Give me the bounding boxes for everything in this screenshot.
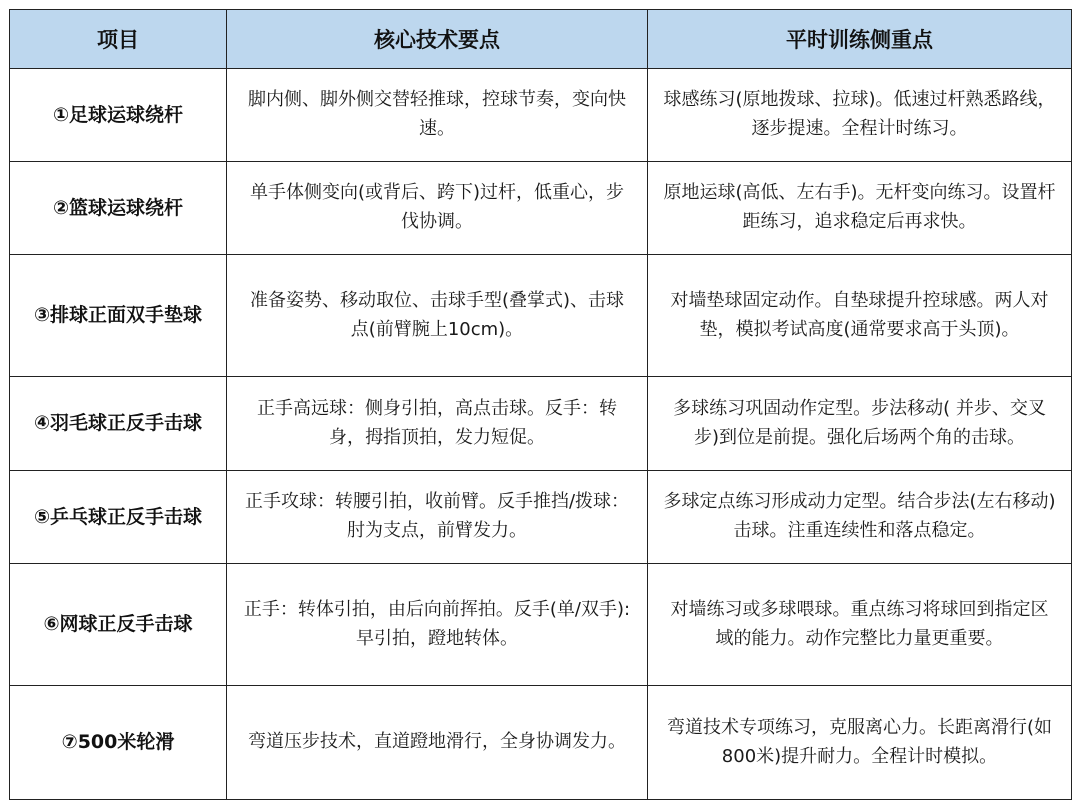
core-technique-cell: 单手体侧变向(或背后、跨下)过杆，低重心，步伐协调。 [227, 162, 648, 255]
core-technique-cell: 脚内侧、脚外侧交替轻推球，控球节奏，变向快速。 [227, 69, 648, 162]
training-focus-cell: 原地运球(高低、左右手)。无杆变向练习。设置杆距练习，追求稳定后再求快。 [648, 162, 1072, 255]
table-row [10, 162, 1072, 255]
item-cell: ②篮球运球绕杆 [10, 162, 227, 255]
training-table-container [9, 9, 1072, 800]
item-cell: ⑦500米轮滑 [10, 686, 227, 800]
item-cell: ④羽毛球正反手击球 [10, 377, 227, 471]
training-focus-cell: 多球练习巩固动作定型。步法移动( 并步、交叉步)到位是前提。强化后场两个角的击球。 [648, 377, 1072, 471]
sports-training-table [9, 9, 1072, 800]
item-cell: ①足球运球绕杆 [10, 69, 227, 162]
table-row [10, 69, 1072, 162]
header-training-focus: 平时训练侧重点 [648, 10, 1072, 69]
table-row [10, 564, 1072, 686]
training-focus-cell: 球感练习(原地拨球、拉球)。低速过杆熟悉路线，逐步提速。全程计时练习。 [648, 69, 1072, 162]
core-technique-cell: 弯道压步技术，直道蹬地滑行，全身协调发力。 [227, 686, 648, 800]
table-row [10, 255, 1072, 377]
item-cell: ⑥网球正反手击球 [10, 564, 227, 686]
training-focus-cell: 多球定点练习形成动力定型。结合步法(左右移动)击球。注重连续性和落点稳定。 [648, 471, 1072, 564]
table-row [10, 377, 1072, 471]
table-row [10, 686, 1072, 800]
table-header-row [10, 10, 1072, 69]
table-row [10, 471, 1072, 564]
core-technique-cell: 正手高远球：侧身引拍，高点击球。反手：转身，拇指顶拍，发力短促。 [227, 377, 648, 471]
core-technique-cell: 正手攻球：转腰引拍，收前臂。反手推挡/拨球：肘为支点，前臂发力。 [227, 471, 648, 564]
core-technique-cell: 准备姿势、移动取位、击球手型(叠掌式)、击球点(前臂腕上10cm)。 [227, 255, 648, 377]
training-focus-cell: 对墙垫球固定动作。自垫球提升控球感。两人对垫，模拟考试高度(通常要求高于头顶)。 [648, 255, 1072, 377]
header-core-technique: 核心技术要点 [227, 10, 648, 69]
training-focus-cell: 弯道技术专项练习，克服离心力。长距离滑行(如800米)提升耐力。全程计时模拟。 [648, 686, 1072, 800]
item-cell: ③排球正面双手垫球 [10, 255, 227, 377]
core-technique-cell: 正手：转体引拍，由后向前挥拍。反手(单/双手):早引拍，蹬地转体。 [227, 564, 648, 686]
item-cell: ⑤乒乓球正反手击球 [10, 471, 227, 564]
header-item: 项目 [10, 10, 227, 69]
training-focus-cell: 对墙练习或多球喂球。重点练习将球回到指定区域的能力。动作完整比力量更重要。 [648, 564, 1072, 686]
